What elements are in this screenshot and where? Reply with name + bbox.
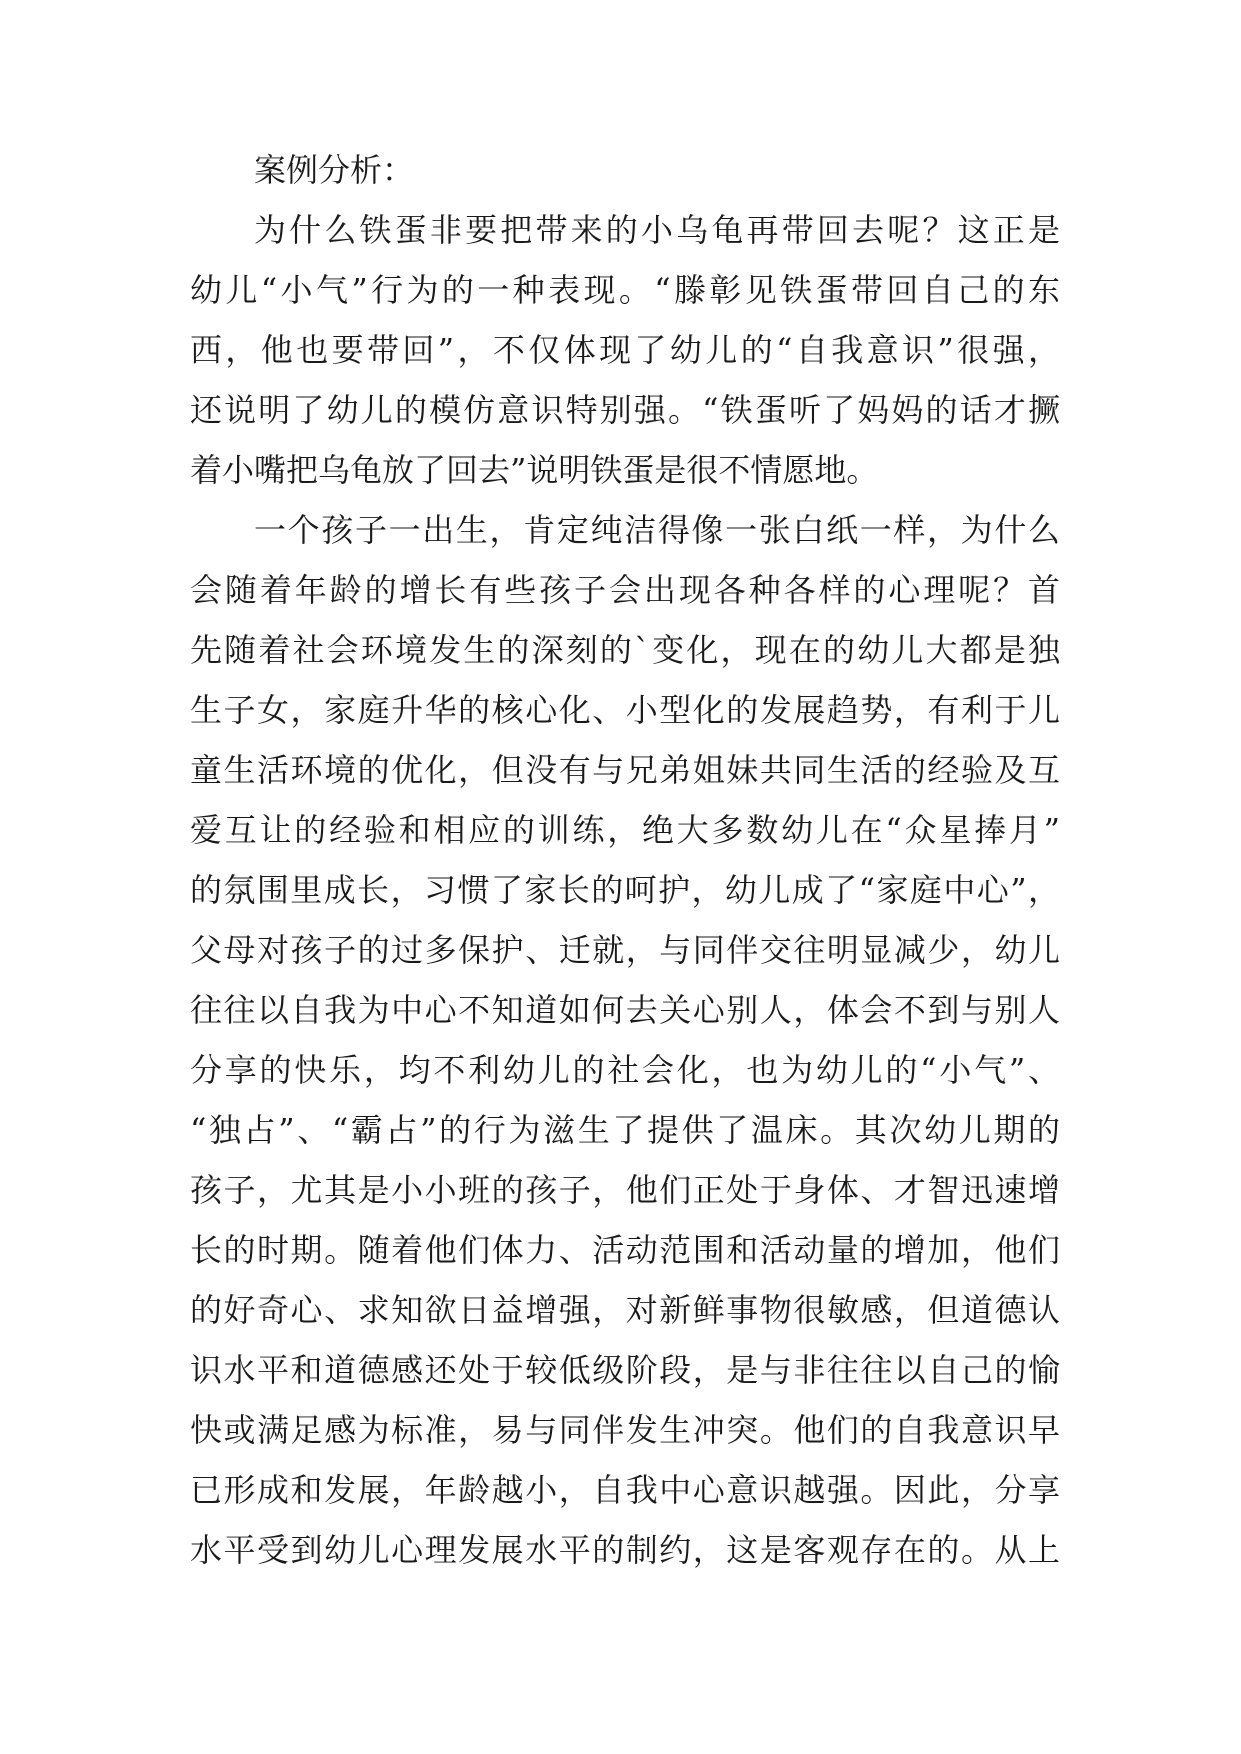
paragraph-line: 先随着社会环境发生的深刻的`变化，现在的幼儿大都是独 — [190, 631, 1060, 669]
paragraph-line: 孩子，尤其是小小班的孩子，他们正处于身体、才智迅速增 — [190, 1171, 1060, 1209]
paragraph-line: 还说明了幼儿的模仿意识特别强。“铁蛋听了妈妈的话才撅 — [190, 391, 1060, 429]
paragraph-line: 已形成和发展，年龄越小，自我中心意识越强。因此，分享 — [190, 1471, 1060, 1509]
paragraph-line: 西，他也要带回”，不仅体现了幼儿的“自我意识”很强， — [190, 331, 1060, 369]
paragraph-line: 为什么铁蛋非要把带来的小乌龟再带回去呢？这正是 — [254, 211, 1060, 249]
paragraph-line: 会随着年龄的增长有些孩子会出现各种各样的心理呢？首 — [190, 571, 1060, 609]
paragraph-line: 爱互让的经验和相应的训练，绝大多数幼儿在“众星捧月” — [190, 811, 1060, 849]
paragraph-line: 分享的快乐，均不利幼儿的社会化，也为幼儿的“小气”、 — [190, 1051, 1060, 1089]
paragraph-line: 一个孩子一出生，肯定纯洁得像一张白纸一样，为什么 — [254, 511, 1060, 549]
section-heading: 案例分析： — [254, 151, 415, 189]
paragraph-line: 着小嘴把乌龟放了回去”说明铁蛋是很不情愿地。 — [190, 451, 879, 489]
paragraph-line: 幼儿“小气”行为的一种表现。“滕彰见铁蛋带回自己的东 — [190, 271, 1060, 309]
paragraph-line: 往往以自我为中心不知道如何去关心别人，体会不到与别人 — [190, 991, 1060, 1029]
paragraph-line: 快或满足感为标准，易与同伴发生冲突。他们的自我意识早 — [190, 1411, 1060, 1449]
paragraph-line: 父母对孩子的过多保护、迁就，与同伴交往明显减少，幼儿 — [190, 931, 1060, 969]
paragraph-line: 生子女，家庭升华的核心化、小型化的发展趋势，有利于儿 — [190, 691, 1060, 729]
paragraph-line: 识水平和道德感还处于较低级阶段，是与非往往以自己的愉 — [190, 1351, 1060, 1389]
paragraph-line: 水平受到幼儿心理发展水平的制约，这是客观存在的。从上 — [190, 1531, 1060, 1569]
paragraph-line: 长的时期。随着他们体力、活动范围和活动量的增加，他们 — [190, 1231, 1060, 1269]
paragraph-line: 的氛围里成长，习惯了家长的呵护，幼儿成了“家庭中心”， — [190, 871, 1060, 909]
paragraph-line: 的好奇心、求知欲日益增强，对新鲜事物很敏感，但道德认 — [190, 1291, 1060, 1329]
paragraph-line: 童生活环境的优化，但没有与兄弟姐妹共同生活的经验及互 — [190, 751, 1060, 789]
paragraph-line: “独占”、“霸占”的行为滋生了提供了温床。其次幼儿期的 — [190, 1111, 1060, 1149]
